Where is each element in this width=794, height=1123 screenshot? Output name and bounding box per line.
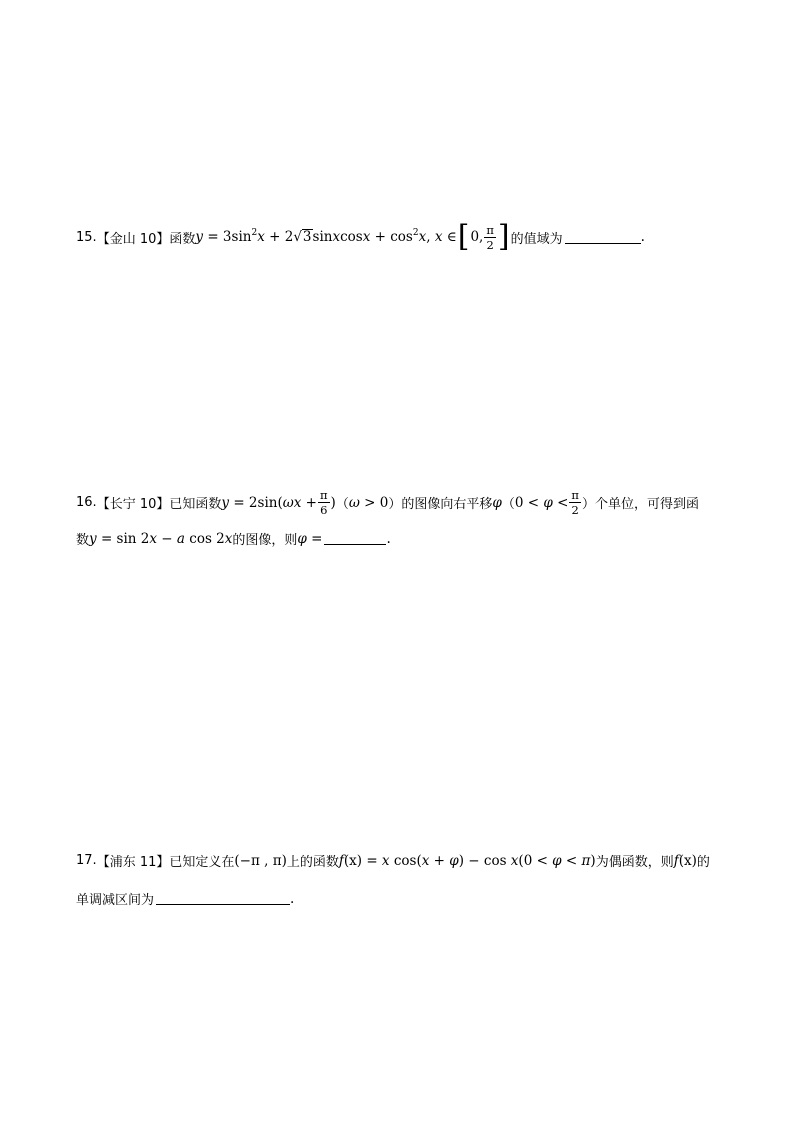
formula: y = sin 2x − a cos 2x (89, 530, 233, 547)
question-16-line-1 (76, 488, 699, 517)
question-number: 17. (76, 853, 97, 868)
answer-blank (565, 231, 641, 244)
period: . (386, 530, 391, 547)
interval-bracket-open: [ (457, 219, 470, 254)
question-text: 已知函数 (169, 497, 222, 512)
question-source-tag: 【金山 10】 (96, 231, 170, 247)
interval-bracket-close: ] (497, 219, 510, 254)
question-number: 16. (76, 495, 97, 510)
formula-close: ) (330, 494, 336, 511)
question-text: 数 (76, 533, 90, 548)
question-17-line-1 (76, 851, 710, 870)
formula: f(x) (673, 852, 697, 869)
interval: (−π , π) (234, 852, 287, 869)
question-text: 的 (696, 855, 710, 870)
interval-start: 0, (470, 229, 484, 245)
question-text: 的图像，则 (232, 533, 298, 548)
fraction: $\frac{\pi}{2}$ (486, 222, 494, 252)
question-15-line (76, 219, 645, 254)
question-text: 上的函数 (286, 855, 339, 870)
fraction: $\frac{\pi}{2}$ (571, 488, 579, 517)
paren: ） (581, 497, 595, 512)
question-17 (76, 851, 710, 908)
question-text: 的值域为 (510, 231, 563, 247)
formula: f(x) = x cos(x + φ) − cos x(0 < φ < π) (338, 852, 596, 869)
question-17-line-2 (76, 889, 710, 908)
paren: ） (388, 497, 402, 512)
period: . (640, 229, 645, 245)
condition: 0 < φ < (514, 494, 569, 511)
phi-symbol: φ (492, 494, 502, 511)
answer-blank (156, 892, 290, 905)
question-text: 个单位，可得到函 (594, 497, 699, 512)
formula: $y = 3\sin^2x$ + 2√3sinxcosx + $\cos^2x$, x ∈ (195, 228, 457, 245)
question-15 (76, 219, 645, 254)
fraction: $\frac{\pi}{6}$ (319, 488, 328, 517)
question-text: 单调减区间为 (76, 893, 155, 908)
answer-blank (324, 532, 386, 545)
question-16 (76, 488, 699, 548)
question-text: 函数 (169, 231, 196, 247)
formula: φ = (297, 530, 323, 547)
question-source-tag: 【长宁 10】 (96, 497, 170, 512)
question-text: 的图像向右平移 (401, 497, 493, 512)
question-text: 为偶函数，则 (595, 855, 674, 870)
question-16-line-2 (76, 529, 699, 548)
question-source-tag: 【浦东 11】 (96, 855, 170, 870)
condition: ω > 0 (348, 494, 389, 511)
paren: （ (501, 497, 515, 512)
question-number: 15. (76, 229, 97, 245)
paren: （ (335, 497, 349, 512)
period: . (290, 890, 295, 907)
question-text: 已知定义在 (169, 855, 235, 870)
formula: y = 2sin(ωx + (221, 494, 317, 511)
